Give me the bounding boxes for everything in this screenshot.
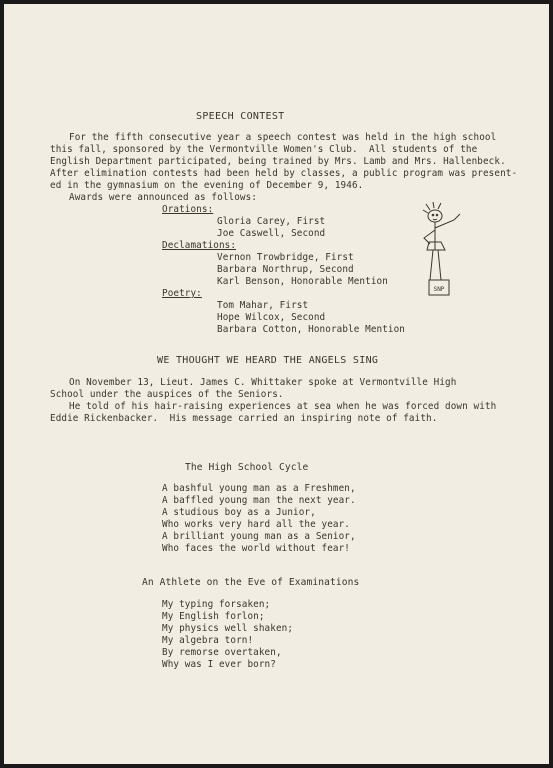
poem2-line: My physics well shaken; (162, 623, 294, 634)
award-winner: Vernon Trowbridge, First (217, 252, 354, 263)
category-declamations: Declamations: (162, 240, 237, 251)
poem1-line: Who works very hard all the year. (162, 519, 351, 530)
award-winner: Joe Caswell, Second (217, 228, 326, 239)
award-winner: Tom Mahar, First (217, 300, 309, 311)
award-winner: Barbara Northrup, Second (217, 264, 354, 275)
speech-paragraph-line: English Department participated, being trained by Mrs. Lamb and Mrs. Hallenbeck. (50, 156, 506, 167)
poem2-line: Why was I ever born? (162, 659, 276, 670)
award-winner: Barbara Cotton, Honorable Mention (217, 324, 406, 335)
poem1-title: The High School Cycle (185, 462, 309, 473)
award-winner: Hope Wilcox, Second (217, 312, 326, 323)
angels-heading: WE THOUGHT WE HEARD THE ANGELS SING (157, 355, 379, 366)
poem1-line: A bashful young man as a Freshmen, (162, 483, 356, 494)
category-poetry: Poetry: (162, 288, 202, 299)
poem2-line: My English forlon; (162, 611, 265, 622)
figure-box-text: SNP (433, 286, 445, 293)
poem2-title: An Athlete on the Eve of Examinations (142, 577, 360, 588)
award-winner: Gloria Carey, First (217, 216, 326, 227)
poem1-line: A brilliant young man as a Senior, (162, 531, 356, 542)
poem2-line: My algebra torn! (162, 635, 254, 646)
angels-line: He told of his hair-raising experiences at sea when he was forced down with (69, 401, 497, 412)
poem1-line: A baffled young man the next year. (162, 495, 356, 506)
award-winner: Karl Benson, Honorable Mention (217, 276, 388, 287)
poem2-line: My typing forsaken; (162, 599, 271, 610)
speech-paragraph-line: ed in the gymnasium on the evening of December 9, 1946. (50, 180, 364, 191)
angels-line: School under the auspices of the Seniors. (50, 389, 284, 400)
speech-paragraph-line: For the fifth consecutive year a speech contest was held in the high school (69, 132, 497, 143)
stick-figure-drawing (416, 200, 476, 300)
speech-paragraph-line: this fall, sponsored by the Vermontville Women's Club. All students of the (50, 144, 478, 155)
awards-intro: Awards were announced as follows: (69, 192, 258, 203)
document-page (4, 4, 549, 764)
angels-line: Eddie Rickenbacker. His message carried an inspiring note of faith. (50, 413, 438, 424)
poem1-line: Who faces the world without fear! (162, 543, 351, 554)
speech-contest-heading: SPEECH CONTEST (196, 111, 285, 122)
angels-line: On November 13, Lieut. James C. Whittaker spoke at Vermontville High (69, 377, 457, 388)
poem1-line: A studious boy as a Junior, (162, 507, 316, 518)
category-orations: Orations: (162, 204, 214, 215)
speech-paragraph-line: After elimination contests had been held by classes, a public program was present- (50, 168, 518, 179)
poem2-line: By remorse overtaken, (162, 647, 282, 658)
